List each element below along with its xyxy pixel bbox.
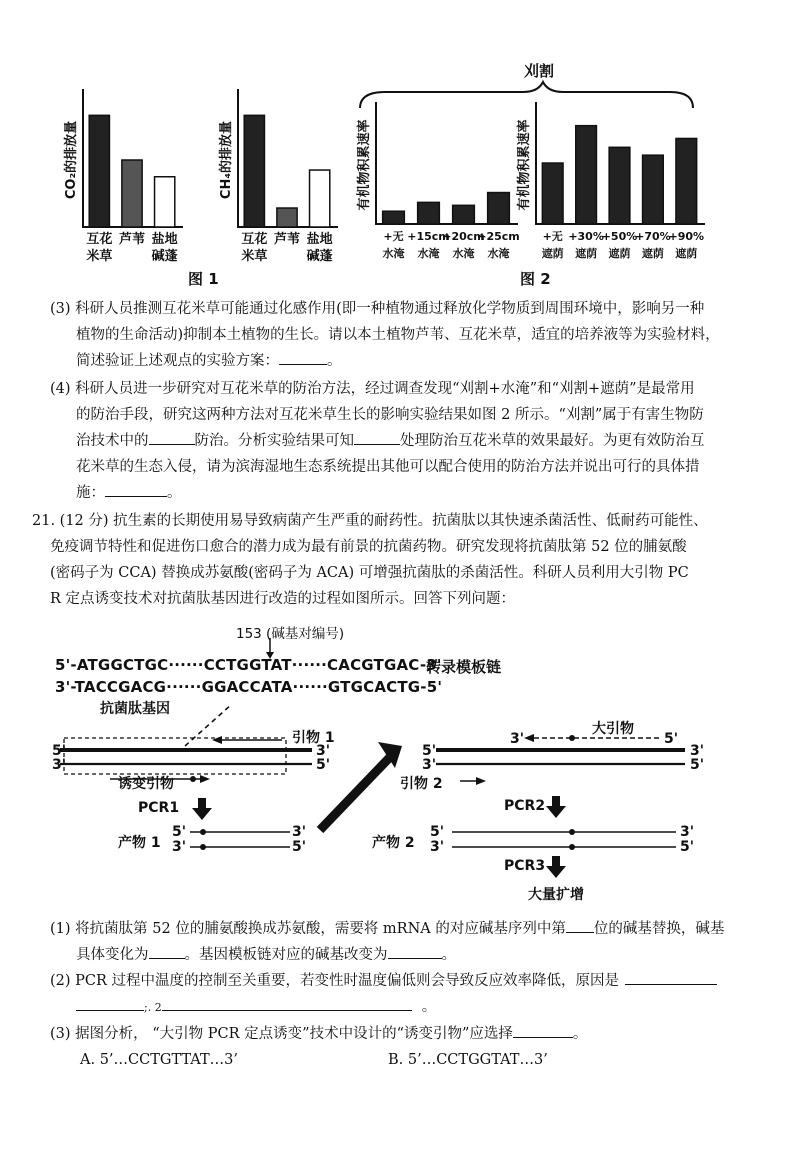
q21-2-blank-3[interactable]	[162, 1010, 412, 1011]
q21-2-text-c: 。	[421, 999, 437, 1015]
category-label: 遮荫	[608, 247, 631, 260]
q21-2-text-b: ;. 2	[144, 1001, 162, 1014]
product2-5prime-bottom: 5'	[680, 839, 695, 855]
q21-1-blank-1[interactable]	[566, 932, 594, 933]
pcr-diagram	[0, 690, 800, 910]
bar-+无水淹	[383, 211, 405, 224]
product1-3prime-top: 3'	[292, 824, 307, 840]
figure2-chart-flooding	[352, 100, 520, 272]
category-label: +无	[542, 230, 563, 243]
product2-5prime: 5'	[430, 824, 445, 840]
bar-盐地碱蓬	[310, 170, 330, 227]
category-label: 遮荫	[541, 247, 564, 260]
q21-line3: (密码子为 CCA) 替换成苏氨酸(密码子为 ACA) 可增强抗菌肽的杀菌活性。科研人员利用大引物 PC	[50, 565, 689, 581]
figure2-caption: 图 2	[520, 270, 551, 288]
amplify-label: 大量扩增	[528, 887, 584, 903]
gene-label: 抗菌肽基因	[100, 701, 170, 717]
q21-1-line2	[50, 942, 770, 968]
category-label: 碱蓬	[306, 249, 333, 264]
q4-line4: 花米草的生态入侵，请为滨海湿地生态系统提出其他可以配合使用的防治方法并说出可行的具体措	[76, 459, 700, 475]
left-5prime-bottom: 5'	[316, 757, 331, 773]
big-primer-3prime: 3'	[510, 731, 525, 747]
chart-ylabel: 有机物积累速率	[517, 119, 532, 211]
q4-blank-1[interactable]	[149, 444, 195, 445]
category-label: 遮荫	[641, 247, 664, 260]
q4-line3-text-a: 治技术中的	[76, 433, 149, 449]
category-label: 碱蓬	[151, 249, 178, 264]
q21-line2: 免疫调节特性和促进伤口愈合的潜力成为最有前景的抗菌药物。研究发现将抗菌肽第 52 位的脯氨酸	[50, 539, 687, 555]
figure2-brace-label: 刈割	[524, 62, 555, 80]
template-strand-label: 转录模板链	[426, 658, 502, 676]
product1-3prime-bottom: 3'	[172, 839, 187, 855]
q21-2-blank-2[interactable]	[76, 1010, 144, 1011]
product2-3prime-bottom: 3'	[430, 839, 445, 855]
q21-3-blank[interactable]	[513, 1037, 573, 1038]
left-5prime-top: 5'	[52, 743, 67, 759]
category-label: 遮荫	[675, 247, 698, 260]
primer2-label: 引物 2	[400, 776, 443, 792]
option-b[interactable]: B. 5’…CCTGGTAT…3’	[388, 1052, 548, 1068]
category-label: 水淹	[417, 247, 440, 260]
figure1-chart-co2	[55, 85, 185, 270]
q21-1-text-c: 具体变化为	[76, 947, 149, 963]
category-label: 水淹	[452, 247, 475, 260]
category-label: 芦苇	[118, 232, 146, 247]
product1-5prime-bottom: 5'	[292, 839, 307, 855]
bar-互花米草	[244, 115, 264, 227]
q4-line1: (4) 科研人员进一步研究对互花米草的防治方法，经过调查发现“刈割+水淹”和“刈割+遮荫”是最常用	[50, 381, 695, 397]
bar-+30%遮荫	[576, 126, 597, 224]
q3-line2: 植物的生命活动)抑制本土植物的生长。请以本土植物芦苇、互花米草，适宜的培养液等为实验材料，	[76, 327, 720, 343]
category-label: +无	[383, 230, 404, 243]
category-label: +15cm	[407, 230, 450, 243]
mutagenic-primer-label: 诱变引物	[118, 776, 174, 792]
bar-芦苇	[277, 208, 297, 227]
q21-3-line1	[50, 1021, 770, 1047]
right-5prime-top: 5'	[422, 743, 437, 759]
q3-line3-end: 。	[327, 353, 342, 369]
pcr3-label: PCR3	[504, 858, 546, 874]
bar-盐地碱蓬	[155, 177, 175, 227]
bar-芦苇	[122, 160, 142, 227]
q4-line3-text-c: 处理防治互花米草的效果最好。为更有效防治互	[400, 433, 705, 449]
q21-1-text-d: 。基因模板链对应的碱基改变为	[184, 947, 388, 963]
coding-strand: 5'-ATGGCTGC······CCTGGTAT······CACGTGAC-3'	[55, 656, 442, 674]
category-label: 盐地	[151, 232, 178, 247]
question-3	[50, 296, 770, 374]
q4-line3	[50, 428, 770, 454]
pcr2-label: PCR2	[504, 798, 546, 814]
chart-ylabel: 有机物积累速率	[357, 119, 372, 211]
category-label: 盐地	[306, 232, 333, 247]
question-21	[32, 508, 770, 612]
q3-line3-text: 简述验证上述观点的实验方案：	[76, 353, 279, 369]
product1-label: 产物 1	[118, 835, 161, 851]
left-3prime-bottom: 3'	[52, 757, 67, 773]
q21-2-line1	[50, 968, 770, 994]
q4-line5-end: 。	[167, 485, 182, 501]
q21-1-text-e: 。	[441, 947, 456, 963]
q21-1-text-b: 位的碱基替换，碱基	[593, 921, 725, 937]
q4-line5	[50, 480, 770, 506]
big-primer-5prime: 5'	[664, 731, 679, 747]
q21-1-line1	[50, 916, 770, 942]
q21-3-options	[50, 1047, 770, 1073]
product2-label: 产物 2	[372, 835, 415, 851]
big-primer-label: 大引物	[592, 721, 634, 737]
question-21-parts	[50, 916, 770, 1073]
category-label: +50%	[601, 230, 638, 243]
left-3prime-top: 3'	[316, 743, 331, 759]
q21-1-blank-2[interactable]	[149, 958, 185, 959]
right-3prime-top: 3'	[690, 743, 705, 759]
q4-blank-2[interactable]	[354, 444, 400, 445]
category-label: 米草	[241, 249, 268, 264]
figure1-chart-ch4	[210, 85, 340, 270]
bar-+90%遮荫	[676, 138, 697, 224]
q3-line3	[50, 348, 770, 374]
q21-line4: R 定点诱变技术对抗菌肽基因进行改造的过程如图所示。回答下列问题：	[50, 591, 516, 607]
q4-line5-text: 施：	[76, 485, 105, 501]
category-label: 遮荫	[575, 247, 598, 260]
position-label: 153 (碱基对编号)	[236, 626, 345, 642]
q21-1-text-a: (1) 将抗菌肽第 52 位的脯氨酸换成苏氨酸，需要将 mRNA 的对应碱基序列中第	[50, 921, 566, 937]
category-label: 水淹	[487, 247, 510, 260]
primer1-label: 引物 1	[292, 730, 335, 746]
q21-2-line2	[50, 994, 770, 1021]
figure1-caption: 图 1	[188, 270, 219, 288]
pcr1-label: PCR1	[138, 800, 180, 816]
category-label: +30%	[568, 230, 604, 243]
category-label: 互花	[86, 232, 113, 247]
category-label: +20cm	[442, 230, 485, 243]
category-label: 米草	[86, 249, 113, 264]
template-strand: 3'-TACCGACG······GGACCATA······GTGCACTG-5'	[55, 678, 443, 696]
category-label: +70%	[635, 230, 671, 243]
bar-+15cm水淹	[418, 202, 440, 224]
bar-+25cm水淹	[488, 193, 510, 224]
bar-互花米草	[89, 115, 109, 227]
category-label: 互花	[241, 232, 268, 247]
q21-3-text-b: 。	[572, 1026, 588, 1042]
question-4	[50, 376, 770, 506]
chart-ylabel: CH₄的排放量	[219, 120, 234, 200]
bar-+50%遮荫	[609, 147, 630, 224]
q4-line3-text-b: 防治。分析实验结果可知	[194, 433, 354, 449]
category-label: 水淹	[382, 247, 405, 260]
bar-+20cm水淹	[453, 205, 475, 224]
option-a[interactable]: A. 5’…CCTGTTAT…3’	[80, 1052, 238, 1068]
category-label: +90%	[668, 230, 705, 243]
chart-ylabel: CO₂的排放量	[64, 120, 79, 200]
q3-answer-blank[interactable]	[279, 364, 327, 365]
bar-+70%遮荫	[643, 155, 664, 224]
right-5prime-bottom: 5'	[690, 757, 705, 773]
figure2-chart-shading	[512, 100, 707, 272]
bar-+无遮荫	[542, 163, 563, 224]
category-label: +25cm	[477, 230, 520, 243]
q21-2-blank-1[interactable]	[625, 984, 717, 985]
q3-line1: (3) 科研人员推测互花米草可能通过化感作用(即一种植物通过释放化学物质到周围环境中，影响另一种	[50, 301, 705, 317]
q21-3-text-a: (3) 据图分析， “大引物 PCR 定点诱变”技术中设计的“诱变引物”应选择	[50, 1026, 513, 1042]
category-label: 芦苇	[273, 232, 301, 247]
q21-1-blank-3[interactable]	[388, 958, 442, 959]
q4-line2: 的防治手段，研究这两种方法对互花米草生长的影响实验结果如图 2 所示。“刈割”属于有害生物防	[76, 407, 704, 423]
product1-5prime: 5'	[172, 824, 187, 840]
q4-blank-3[interactable]	[105, 496, 167, 497]
q21-2-text-a: (2) PCR 过程中温度的控制至关重要，若变性时温度偏低则会导致反应效率降低，原因是	[50, 973, 620, 989]
q21-line1: 21. (12 分) 抗生素的长期使用易导致病菌产生严重的耐药性。抗菌肽以其快速杀菌活性、低耐药可能性、	[32, 513, 708, 529]
product2-3prime-top: 3'	[680, 824, 695, 840]
right-3prime-bottom: 3'	[422, 757, 437, 773]
